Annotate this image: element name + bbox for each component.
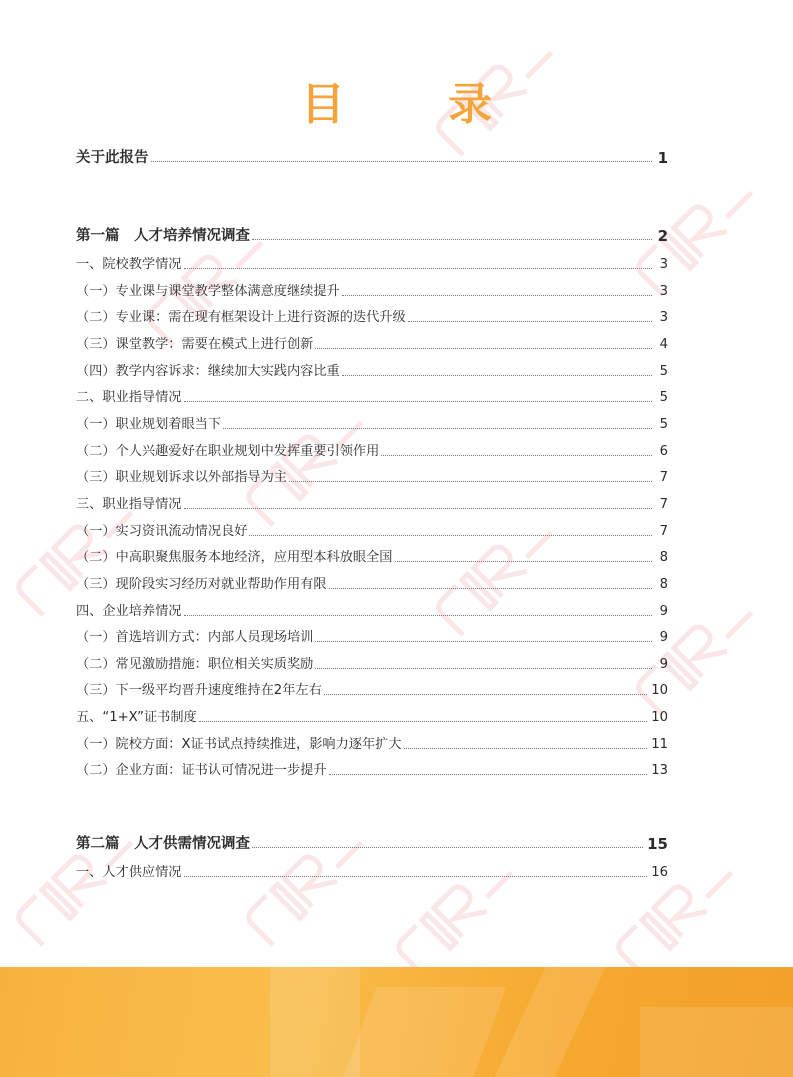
toc-entry-page: 1	[657, 149, 668, 167]
toc-entry-label: 关于此报告	[76, 149, 149, 166]
toc-entry-page: 10	[651, 710, 668, 725]
toc-entry-label: 一、人才供应情况	[76, 865, 182, 880]
toc-entry-label: 三、职业指导情况	[76, 497, 182, 512]
dot-leader	[315, 641, 652, 642]
toc-entry[interactable]	[76, 495, 668, 515]
dot-leader	[342, 295, 652, 296]
toc-entry-label: 一、院校教学情况	[76, 257, 182, 272]
toc-entry-page: 8	[659, 577, 668, 592]
toc-entry[interactable]	[76, 735, 668, 755]
toc-entry-label: 第二篇 人才供需情况调查	[76, 835, 250, 852]
toc-entry-label: （二）企业方面：证书认可情况进一步提升	[76, 763, 327, 778]
toc-entry-label: （三）下一级平均晋升速度维持在2年左右	[76, 683, 322, 698]
toc-entry-page: 7	[659, 524, 668, 539]
toc-entry[interactable]	[76, 335, 668, 355]
toc-entry-label: （三）职业规划诉求以外部指导为主	[76, 470, 287, 485]
toc-entry[interactable]	[76, 863, 668, 883]
toc-entry-label: （一）职业规划着眼当下	[76, 417, 222, 432]
watermark-logo-icon	[227, 387, 383, 543]
toc-entry-page: 13	[651, 763, 668, 778]
watermark-logo-icon	[0, 807, 153, 963]
dot-leader	[324, 694, 647, 695]
dot-leader	[342, 375, 652, 376]
dot-leader	[329, 774, 648, 775]
dot-leader	[404, 748, 648, 749]
toc-entry[interactable]	[76, 575, 668, 595]
dot-leader	[315, 668, 652, 669]
dot-leader	[151, 161, 653, 162]
toc-entry-page: 5	[659, 417, 668, 432]
toc-entry-label: （二）中高职聚焦服务本地经济，应用型本科放眼全国	[76, 550, 393, 565]
toc-entry[interactable]	[76, 362, 668, 382]
toc-entry-page: 3	[659, 257, 668, 272]
dot-leader	[184, 401, 653, 402]
toc-entry[interactable]	[76, 602, 668, 622]
toc-entry[interactable]	[76, 415, 668, 435]
toc-entry[interactable]	[76, 628, 668, 648]
toc-entry-label: （二）个人兴趣爱好在职业规划中发挥重要引领作用	[76, 444, 380, 459]
dot-leader	[289, 481, 652, 482]
toc-entry-label: （一）院校方面：X证书试点持续推进，影响力逐年扩大	[76, 737, 402, 752]
toc-entry[interactable]	[76, 388, 668, 408]
toc-entry[interactable]	[76, 761, 668, 781]
toc-entry-page: 9	[659, 630, 668, 645]
toc-entry[interactable]	[76, 522, 668, 542]
toc-entry-label: （一）首选培训方式：内部人员现场培训	[76, 630, 314, 645]
toc-entry-page: 5	[659, 390, 668, 405]
dot-leader	[329, 588, 652, 589]
toc-entry[interactable]	[76, 226, 668, 246]
toc-entry[interactable]	[76, 708, 668, 728]
toc-entry-page: 3	[659, 284, 668, 299]
toc-entry-page: 10	[651, 683, 668, 698]
toc-entry-page: 15	[647, 835, 668, 853]
toc-entry-page: 16	[651, 865, 668, 880]
toc-entry-page: 6	[659, 444, 668, 459]
toc-entry-page: 4	[659, 337, 668, 352]
dot-leader	[252, 239, 652, 240]
toc-entry[interactable]	[76, 681, 668, 701]
toc-entry-label: 二、职业指导情况	[76, 390, 182, 405]
toc-entry-label: （一）专业课与课堂教学整体满意度继续提升	[76, 284, 340, 299]
footer-band	[0, 967, 793, 1077]
toc-entry-page: 11	[651, 737, 668, 752]
toc-entry[interactable]	[76, 655, 668, 675]
toc-entry-label: （四）教学内容诉求：继续加大实践内容比重	[76, 364, 340, 379]
dot-leader	[408, 321, 652, 322]
toc-entry-label: （二）专业课：需在现有框架设计上进行资源的迭代升级	[76, 310, 406, 325]
toc-entry-label: 五、“1+X”证书制度	[76, 710, 197, 725]
toc-entry-label: （一）实习资讯流动情况良好	[76, 524, 248, 539]
dot-leader	[184, 615, 653, 616]
dot-leader	[252, 847, 643, 848]
dot-leader	[381, 455, 652, 456]
watermark-logo-icon	[227, 807, 383, 963]
toc-entry[interactable]	[76, 548, 668, 568]
dot-leader	[184, 268, 653, 269]
toc-entry[interactable]	[76, 148, 668, 168]
dot-leader	[223, 428, 652, 429]
toc-entry[interactable]	[76, 308, 668, 328]
dot-leader	[199, 721, 647, 722]
toc-entry[interactable]	[76, 442, 668, 462]
toc-entry-label: 四、企业培养情况	[76, 604, 182, 619]
toc-entry-label: （三）课堂教学：需要在模式上进行创新	[76, 337, 314, 352]
toc-entry-label: （二）常见激励措施：职位相关实质奖励	[76, 657, 314, 672]
toc-entry-page: 2	[657, 227, 668, 245]
toc-entry-page: 9	[659, 657, 668, 672]
toc-entry[interactable]	[76, 282, 668, 302]
page-title: 目 录	[300, 79, 537, 130]
toc-entry[interactable]	[76, 834, 668, 854]
toc-entry-label: 第一篇 人才培养情况调查	[76, 227, 250, 244]
dot-leader	[184, 876, 648, 877]
toc-entry-page: 8	[659, 550, 668, 565]
dot-leader	[249, 535, 652, 536]
dot-leader	[184, 508, 653, 509]
toc-entry[interactable]	[76, 468, 668, 488]
toc-entry-page: 3	[659, 310, 668, 325]
dot-leader	[315, 348, 652, 349]
toc-entry[interactable]	[76, 255, 668, 275]
toc-entry-page: 7	[659, 470, 668, 485]
toc-entry-page: 5	[659, 364, 668, 379]
toc-entry-page: 9	[659, 604, 668, 619]
dot-leader	[395, 561, 653, 562]
toc-entry-label: （三）现阶段实习经历对就业帮助作用有限	[76, 577, 327, 592]
toc-entry-page: 7	[659, 497, 668, 512]
